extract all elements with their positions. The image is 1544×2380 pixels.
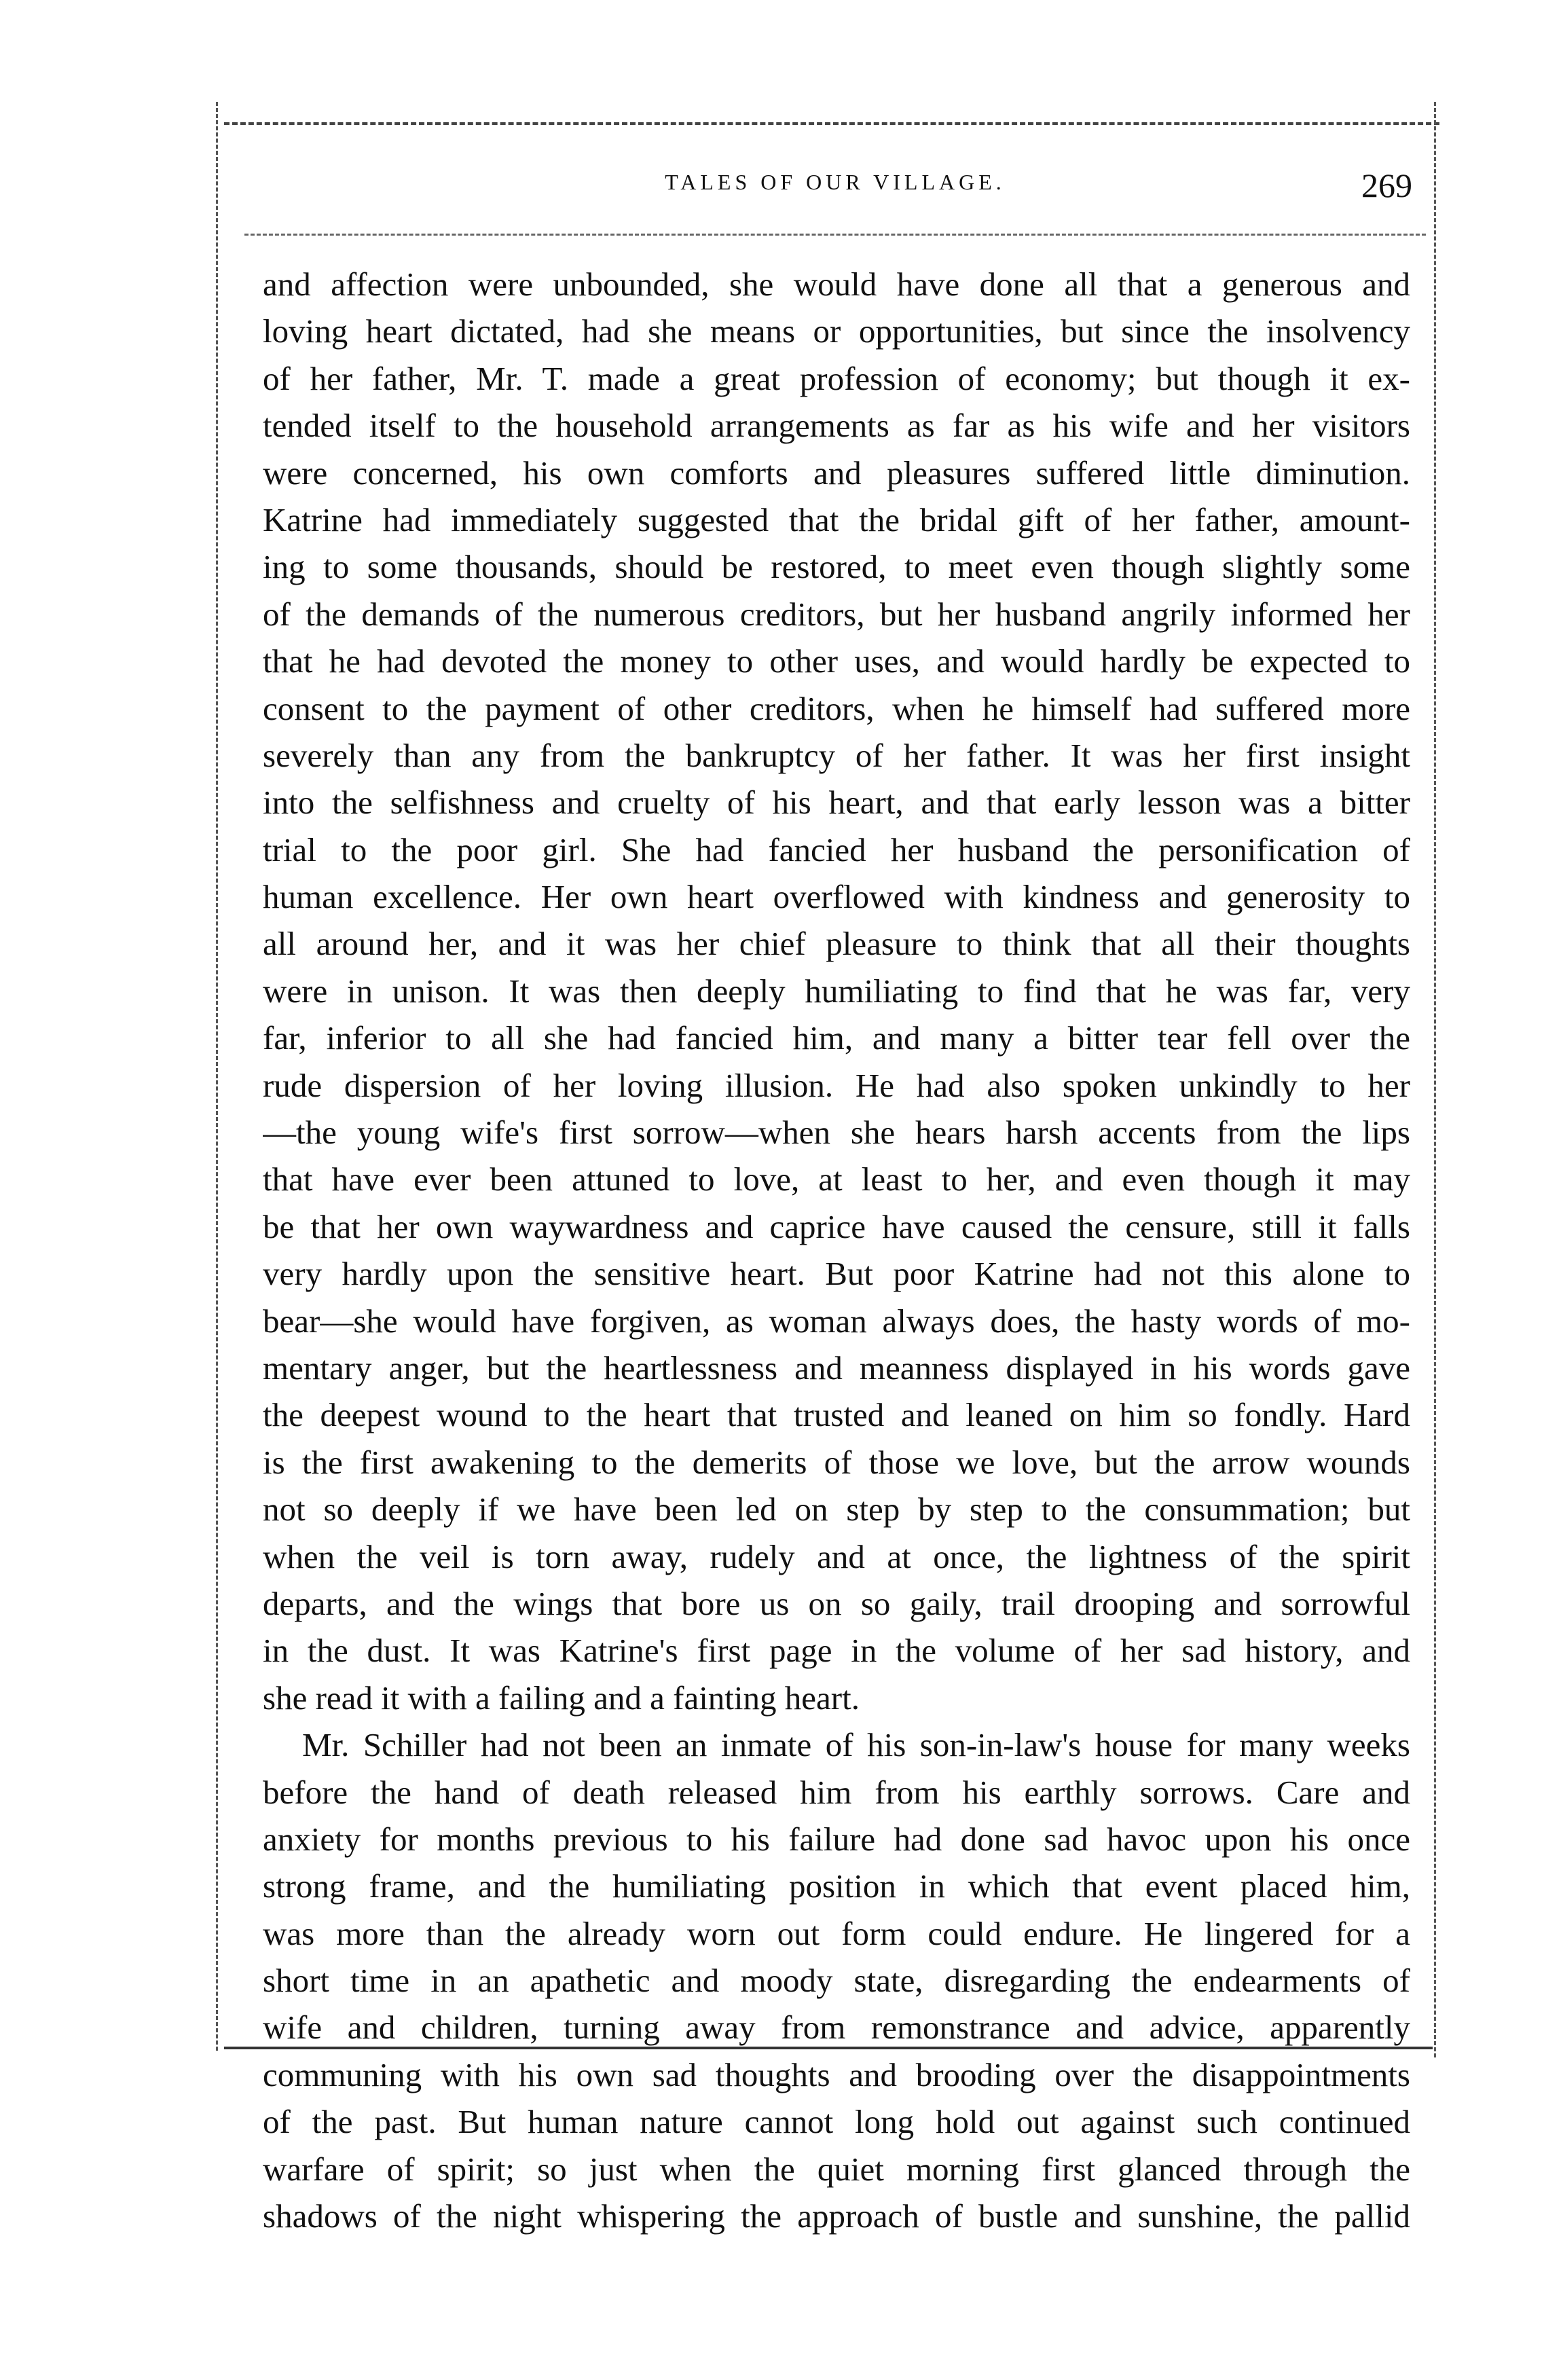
- text-line: of the past. But human nature cannot long hold out against such continued: [263, 2103, 1410, 2141]
- text-line: of the demands of the numerous creditors, but her husband angrily informed her: [263, 595, 1410, 633]
- text-line: rude dispersion of her loving illusion. He had also spoken unkindly to her: [263, 1066, 1410, 1104]
- text-line: anxiety for months previous to his failure had done sad havoc upon his once: [263, 1820, 1410, 1858]
- text-line: departs, and the wings that bore us on so gaily, trail drooping and sorrowful: [263, 1584, 1410, 1622]
- text-line: loving heart dictated, had she means or opportunities, but since the insolvency: [263, 312, 1410, 350]
- text-line: were concerned, his own comforts and pleasures suffered little diminution.: [263, 454, 1410, 492]
- text-line: consent to the payment of other creditors, when he himself had suffered more: [263, 689, 1410, 727]
- text-line: be that her own waywardness and caprice have caused the censure, still it falls: [263, 1207, 1410, 1245]
- text-line: ing to some thousands, should be restored, to meet even though slightly some: [263, 548, 1410, 586]
- text-line: was more than the already worn out form could endure. He lingered for a: [263, 1914, 1410, 1952]
- text-line: Katrine had immediately suggested that the bridal gift of her father, amount-: [263, 500, 1410, 538]
- header-rule: [244, 234, 1426, 236]
- text-line: wife and children, turning away from remonstrance and advice, apparently: [263, 2009, 1410, 2047]
- text-line: of her father, Mr. T. made a great profession of economy; but though it ex-: [263, 359, 1410, 397]
- text-line: trial to the poor girl. She had fancied her husband the personification of: [263, 830, 1410, 868]
- body-text: [263, 261, 1410, 2239]
- text-line: that have ever been attuned to love, at least to her, and even though it may: [263, 1160, 1410, 1198]
- running-head: [244, 166, 1426, 210]
- text-line: very hardly upon the sensitive heart. But poor Katrine had not this alone to: [263, 1255, 1410, 1293]
- text-line: strong frame, and the humiliating position in which that event placed him,: [263, 1867, 1410, 1905]
- text-line: were in unison. It was then deeply humiliating to find that he was far, very: [263, 972, 1410, 1010]
- text-line: in the dust. It was Katrine's first page in the volume of her sad history, and: [263, 1632, 1410, 1670]
- text-line: that he had devoted the money to other uses, and would hardly be expected to: [263, 642, 1410, 680]
- running-title: TALES OF OUR VILLAGE.: [665, 170, 1006, 194]
- text-line: shadows of the night whispering the approach of bustle and sunshine, the pallid: [263, 2197, 1410, 2235]
- text-line: —the young wife's first sorrow—when she hears harsh accents from the lips: [263, 1114, 1410, 1152]
- text-line: when the veil is torn away, rudely and at once, the lightness of the spirit: [263, 1537, 1410, 1575]
- text-line: far, inferior to all she had fancied him, and many a bitter tear fell over the: [263, 1019, 1410, 1057]
- text-line: into the selfishness and cruelty of his heart, and that early lesson was a bitter: [263, 784, 1410, 822]
- text-line: Mr. Schiller had not been an inmate of his son-in-law's house for many weeks: [302, 1726, 1410, 1764]
- text-line: mentary anger, but the heartlessness and meanness displayed in his words gave: [263, 1349, 1410, 1387]
- text-line: severely than any from the bankruptcy of her father. It was her first insight: [263, 736, 1410, 774]
- text-line: warfare of spirit; so just when the quiet morning first glanced through the: [263, 2150, 1410, 2188]
- text-line: not so deeply if we have been led on step by step to the consummation; but: [263, 1490, 1410, 1528]
- text-line: and affection were unbounded, she would have done all that a generous and: [263, 266, 1410, 303]
- text-line: all around her, and it was her chief pleasure to think that all their thoughts: [263, 925, 1410, 963]
- text-line: the deepest wound to the heart that trusted and leaned on him so fondly. Hard: [263, 1396, 1410, 1434]
- text-line: is the first awakening to the demerits of those we love, but the arrow wounds: [263, 1443, 1410, 1481]
- text-line: before the hand of death released him from his earthly sorrows. Care and: [263, 1773, 1410, 1811]
- scan-border-right: [1434, 102, 1436, 2057]
- page-number: 269: [1361, 166, 1412, 204]
- text-line: communing with his own sad thoughts and brooding over the disappointments: [263, 2055, 1410, 2093]
- text-line: bear—she would have forgiven, as woman always does, the hasty words of mo-: [263, 1302, 1410, 1340]
- text-line: human excellence. Her own heart overflowed with kindness and generosity to: [263, 878, 1410, 916]
- scan-border-top: [224, 122, 1439, 125]
- text-line: short time in an apathetic and moody state, disregarding the endearments of: [263, 1962, 1410, 2000]
- text-line: tended itself to the household arrangements as far as his wife and her visitors: [263, 407, 1410, 445]
- scan-border-left: [216, 102, 218, 2051]
- text-line: she read it with a failing and a fainting heart.: [263, 1679, 860, 1717]
